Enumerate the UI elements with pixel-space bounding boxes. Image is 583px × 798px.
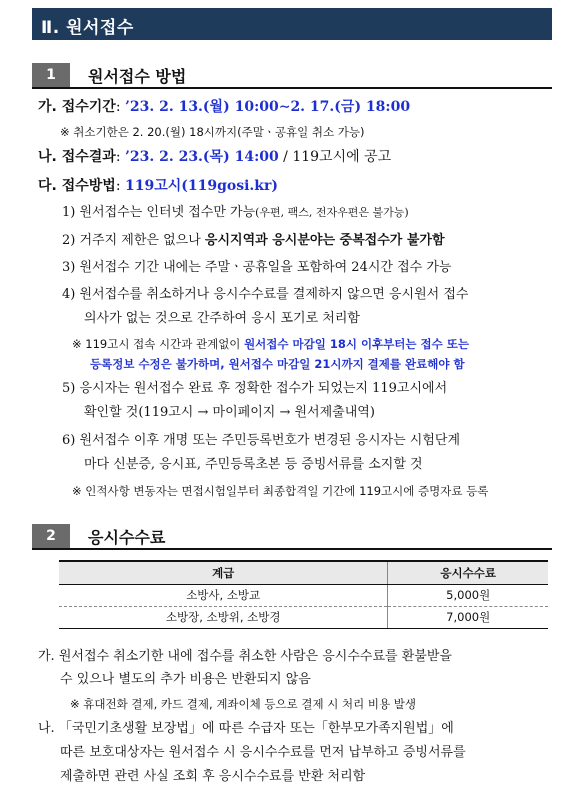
refund-note: ※ 휴대전화 결제, 카드 결제, 계좌이체 등으로 결제 시 처리 비용 발생 — [70, 697, 416, 711]
subsection-1-header — [32, 63, 552, 87]
reception-period-value: ’23. 2. 13.(월) 10:00∼2. 17.(금) 18:00 — [124, 99, 411, 115]
fee-table-header-row — [59, 561, 548, 584]
reception-period — [38, 98, 410, 116]
item-4-note-line1 — [72, 335, 469, 353]
reception-period-label: 가. 접수기간 — [38, 99, 116, 115]
item-4-line2: 의사가 없는 것으로 간주하여 응시 포기로 처리함 — [84, 311, 360, 326]
refund-line2: 수 있으나 별도의 추가 비용은 반환되지 않음 — [60, 672, 311, 687]
fee-table-header-fee: 응시수수료 — [388, 561, 548, 584]
exemption-line1: 나. 「국민기초생활 보장법」에 따른 수급자 또는「한부모가족지원법」에 — [38, 721, 454, 736]
reception-method-label: 다. 접수방법 — [38, 178, 116, 194]
reception-method-link[interactable]: 119고시(119gosi.kr) — [124, 178, 279, 194]
item-2-text: 2) 거주지 제한은 없으나 — [62, 233, 205, 248]
item-1-small: (우편, 팩스, 전자우편은 불가능) — [255, 206, 409, 219]
reception-method-colon: : — [115, 178, 121, 194]
item-4-note-blue: 원서접수 마감일 18시 이후부터는 접수 또는 — [244, 337, 469, 351]
table-row — [59, 606, 548, 628]
fee-table-cell-fee: 7,000원 — [388, 606, 548, 628]
item-4-note-line2: 등록정보 수정은 불가하며, 원서접수 마감일 21시까지 결제를 완료해야 함 — [90, 357, 465, 371]
exemption-line2: 따른 보호대상자는 원서접수 시 응시수수료를 먼저 납부하고 증빙서류를 — [60, 745, 466, 760]
reception-period-colon: : — [115, 99, 121, 115]
item-3: 3) 원서접수 기간 내에는 주말ㆍ공휴일을 포함하여 24시간 접수 가능 — [62, 260, 452, 275]
reception-result-label: 나. 접수결과 — [38, 149, 116, 165]
item-6-line1: 6) 원서접수 이후 개명 또는 주민등록번호가 변경된 응시자는 시험단계 — [62, 433, 461, 448]
reception-result-colon: : — [115, 149, 121, 165]
exemption-line3: 제출하면 관련 사실 조회 후 응시수수료를 반환 처리함 — [60, 769, 366, 784]
section-title-bar — [32, 8, 552, 40]
reception-method — [38, 177, 278, 195]
fee-table — [59, 560, 548, 629]
fee-table-cell-rank: 소방사, 소방교 — [59, 584, 388, 606]
item-5-line2: 확인할 것(119고시 → 마이페이지 → 원서제출내역) — [84, 405, 375, 420]
subsection-1-number: 1 — [32, 63, 70, 87]
cancel-deadline-note: ※ 취소기한은 2. 20.(월) 18시까지(주말ㆍ공휴일 취소 가능) — [60, 125, 365, 139]
subsection-2-header — [32, 524, 552, 548]
subsection-1-rule — [32, 87, 552, 89]
item-4-line1: 4) 원서접수를 취소하거나 응시수수료를 결제하지 않으면 응시원서 접수 — [62, 287, 469, 302]
section-title: Ⅱ. 원서접수 — [41, 18, 134, 38]
table-row — [59, 584, 548, 606]
item-1 — [62, 204, 409, 222]
subsection-2-rule — [32, 548, 552, 550]
fee-table-cell-rank: 소방장, 소방위, 소방경 — [59, 606, 388, 628]
reception-result — [38, 148, 391, 166]
item-1-text: 1) 원서접수는 인터넷 접수만 가능 — [62, 205, 256, 220]
refund-line1: 가. 원서접수 취소기한 내에 접수를 취소한 사람은 응시수수료를 환불받을 — [38, 649, 452, 664]
item-4-note-pre: ※ 119고시 접속 시간과 관계없이 — [72, 337, 245, 351]
subsection-1-title: 원서접수 방법 — [88, 67, 187, 86]
item-6-note: ※ 인적사항 변동자는 면접시험일부터 최종합격일 기간에 119고시에 증명자료 등록 — [72, 484, 489, 498]
reception-result-rest: / 119고시에 공고 — [278, 149, 392, 165]
item-5-line1: 5) 응시자는 원서접수 완료 후 정확한 접수가 되었는지 119고시에서 — [62, 381, 448, 396]
fee-table-cell-fee: 5,000원 — [388, 584, 548, 606]
item-2-bold: 응시지역과 응시분야는 중복접수가 불가함 — [204, 233, 445, 248]
item-6-line2: 마다 신분증, 응시표, 주민등록초본 등 증빙서류를 소지할 것 — [84, 457, 423, 472]
item-2 — [62, 232, 445, 250]
fee-table-header-rank: 계급 — [59, 561, 388, 584]
subsection-2-title: 응시수수료 — [88, 528, 166, 547]
subsection-2-number: 2 — [32, 524, 70, 548]
reception-result-value: ’23. 2. 23.(목) 14:00 — [124, 149, 279, 165]
